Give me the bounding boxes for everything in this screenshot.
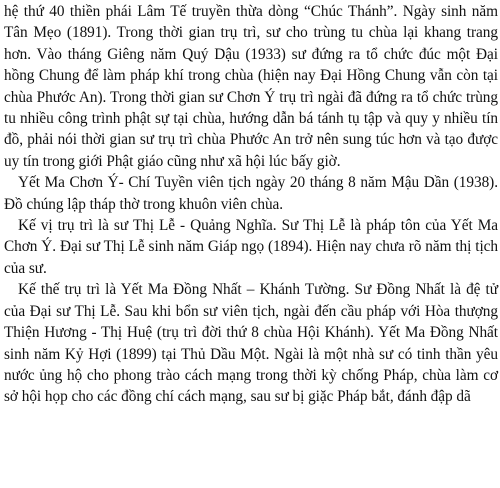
paragraph-3: Kế vị trụ trì là sư Thị Lễ - Quảng Nghĩa. Sư Thị Lễ là pháp tôn của Yết Ma Chơn Ý. Đại sư Thị Lễ sinh năm Giáp ngọ (1894). Hiện nay chưa rõ năm thị tịch của sư. [4, 217, 498, 277]
paragraph-1: hệ thứ 40 thiền phái Lâm Tế truyền thừa dòng “Chúc Thánh”. Ngày sinh năm Tân Mẹo (1891). Trong thời gian trụ trì, sư cho trùng tu chùa lại khang trang hơn. Vào tháng Giêng năm Quý Dậu (1933) sư đứng ra tổ chức đúc một Đại hồng Chung để làm pháp khí trong chùa (hiện nay Đại Hồng Chung vẫn còn tại chùa Phước An). Trong thời gian sư Chơn Ý trụ trì ngài đã đứng ra tổ chức trùng tu nhiều công trình phật sự tại chùa, hướng dẫn bá tánh tụ tập và quy y nhiều tín đồ, phải nói thời gian sư trụ trì chùa Phước An trở nên sung túc hơn và tạo được uy tín trong giới Phật giáo cũng như xã hội lúc bấy giờ. [4, 3, 498, 170]
paragraph-4: Kế thế trụ trì là Yết Ma Đồng Nhất – Khánh Tường. Sư Đồng Nhất là đệ tử của Đại sư Thị Lễ. Sau khi bổn sư viên tịch, ngài đến cầu pháp với Hòa thượng Thiện Hương - Thị Huệ (trụ trì đời thứ 8 chùa Hội Khánh). Yết Ma Đồng Nhất sinh năm Kỷ Hợi (1899) tại Thủ Dầu Một. Ngài là một nhà sư có tinh thần yêu nước ủng hộ cho phong trào cách mạng trong thời kỳ chống Pháp, chùa làm cơ sở hội họp cho các đồng chí cách mạng, sau sư bị giặc Pháp bắt, đánh đập dã [4, 281, 498, 406]
paragraph-2: Yết Ma Chơn Ý- Chí Tuyền viên tịch ngày 20 tháng 8 năm Mậu Dần (1938). Đồ chúng lập tháp thờ trong khuôn viên chùa. [4, 174, 498, 213]
